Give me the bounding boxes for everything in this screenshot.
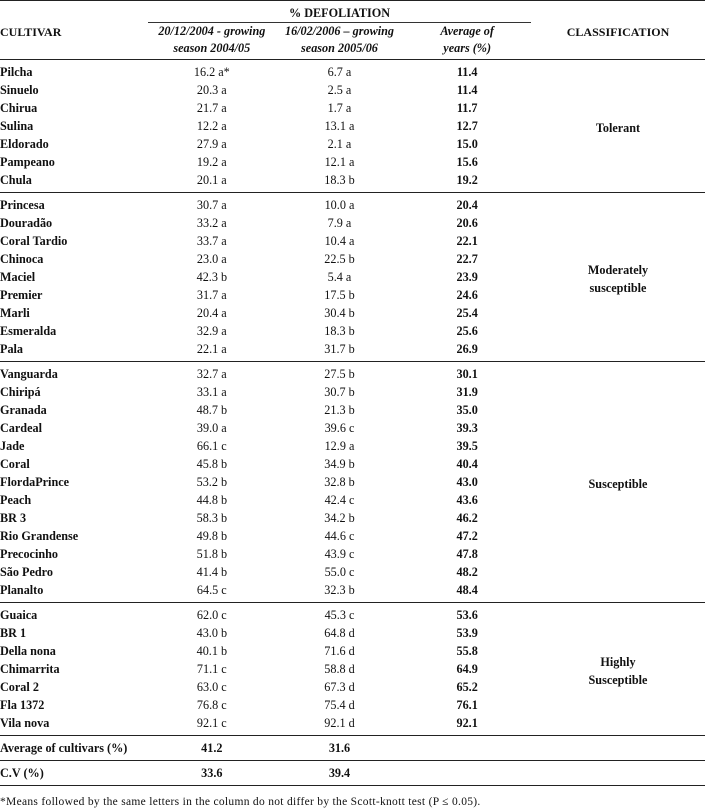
cultivar-name: Planalto bbox=[0, 583, 44, 597]
defoliation-2005-value: 1.7 a bbox=[327, 101, 352, 115]
defoliation-2005-value: 34.2 b bbox=[324, 511, 355, 525]
average-value: 39.3 bbox=[456, 421, 478, 435]
average-value: 47.2 bbox=[456, 529, 478, 543]
cultivar-name: Esmeralda bbox=[0, 324, 57, 338]
summary-label: Average of cultivars (%) bbox=[0, 741, 128, 755]
cultivar-name: Marli bbox=[0, 306, 30, 320]
defoliation-2005-value: 92.1 d bbox=[324, 716, 355, 730]
empty-cell bbox=[403, 736, 531, 761]
defoliation-2004-value: 71.1 c bbox=[196, 662, 227, 676]
defoliation-2004-value: 22.1 a bbox=[196, 342, 227, 356]
average-value: 43.6 bbox=[456, 493, 478, 507]
cultivar-name: Guaica bbox=[0, 608, 38, 622]
summary-value: 39.4 bbox=[328, 766, 351, 780]
cultivar-name: Pilcha bbox=[0, 65, 33, 79]
table-body bbox=[0, 60, 705, 786]
average-value: 30.1 bbox=[456, 367, 478, 381]
season-2005-header-line2: season 2005/06 bbox=[301, 41, 378, 55]
defoliation-2005-value: 42.4 c bbox=[324, 493, 355, 507]
defoliation-2005-value: 6.7 a bbox=[327, 65, 352, 79]
summary-row bbox=[0, 761, 705, 786]
classification-label: susceptible bbox=[589, 280, 647, 295]
defoliation-2005-value: 17.5 b bbox=[324, 288, 355, 302]
defoliation-2005-value: 34.9 b bbox=[324, 457, 355, 471]
empty-cell bbox=[403, 761, 531, 786]
defoliation-2005-value: 2.5 a bbox=[327, 83, 352, 97]
average-value: 15.0 bbox=[456, 137, 478, 151]
cultivar-name: Cardeal bbox=[0, 421, 42, 435]
cultivar-name: Della nona bbox=[0, 644, 56, 658]
defoliation-2004-value: 64.5 c bbox=[196, 583, 227, 597]
average-value: 23.9 bbox=[456, 270, 478, 284]
defoliation-2004-value: 30.7 a bbox=[196, 198, 227, 212]
average-value: 35.0 bbox=[456, 403, 478, 417]
defoliation-2004-value: 76.8 c bbox=[196, 698, 227, 712]
average-value: 48.2 bbox=[456, 565, 478, 579]
average-value: 20.4 bbox=[456, 198, 478, 212]
summary-value: 41.2 bbox=[201, 741, 223, 755]
defoliation-2004-value: 20.1 a bbox=[196, 173, 227, 187]
summary-label: C.V (%) bbox=[0, 766, 44, 780]
average-value: 46.2 bbox=[456, 511, 478, 525]
defoliation-2005-value: 18.3 b bbox=[324, 173, 355, 187]
defoliation-2004-value: 48.7 b bbox=[196, 403, 228, 417]
defoliation-2005-value: 31.7 b bbox=[324, 342, 355, 356]
cultivar-name: Coral bbox=[0, 457, 30, 471]
average-value: 15.6 bbox=[456, 155, 478, 169]
average-value: 20.6 bbox=[456, 216, 478, 230]
season-2004-header-line2: season 2004/05 bbox=[173, 41, 251, 55]
defoliation-2004-value: 32.7 a bbox=[196, 367, 227, 381]
average-value: 26.9 bbox=[456, 342, 478, 356]
average-value: 31.9 bbox=[456, 385, 478, 399]
season-2005-header-line1: 16/02/2006 – growing bbox=[284, 24, 394, 38]
defoliation-2004-value: 21.7 a bbox=[196, 101, 227, 115]
season-2004-header bbox=[148, 23, 276, 60]
defoliation-2005-value: 43.9 c bbox=[324, 547, 355, 561]
defoliation-2005-value: 64.8 d bbox=[324, 626, 355, 640]
average-value: 22.7 bbox=[456, 252, 478, 266]
cultivar-name: Vila nova bbox=[0, 716, 50, 730]
defoliation-2004-value: 40.1 b bbox=[196, 644, 228, 658]
defoliation-2004-value: 41.4 b bbox=[196, 565, 228, 579]
defoliation-2004-value: 33.2 a bbox=[196, 216, 227, 230]
cultivar-name: BR 1 bbox=[0, 626, 27, 640]
average-value: 76.1 bbox=[456, 698, 478, 712]
average-years-header bbox=[403, 23, 531, 60]
defoliation-2005-value: 39.6 c bbox=[324, 421, 355, 435]
defoliation-2004-value: 44.8 b bbox=[196, 493, 228, 507]
cultivar-name: Douradão bbox=[0, 216, 53, 230]
cultivar-name: Chula bbox=[0, 173, 32, 187]
defoliation-2004-value: 43.0 b bbox=[196, 626, 228, 640]
average-value: 92.1 bbox=[456, 716, 478, 730]
cultivar-name: Granada bbox=[0, 403, 47, 417]
cultivar-name: Sulina bbox=[0, 119, 34, 133]
footnote: *Means followed by the same letters in the column do not differ by the Scott-knott test (P ≤ 0.05). bbox=[0, 796, 481, 808]
table-row bbox=[0, 193, 705, 215]
cultivar-name: Sinuelo bbox=[0, 83, 39, 97]
cultivar-name: Chimarrita bbox=[0, 662, 60, 676]
defoliation-2005-value: 71.6 d bbox=[324, 644, 355, 658]
summary-value: 31.6 bbox=[328, 741, 351, 755]
average-value: 19.2 bbox=[456, 173, 478, 187]
defoliation-2005-value: 55.0 c bbox=[324, 565, 355, 579]
defoliation-2005-value: 18.3 b bbox=[324, 324, 355, 338]
classification-label: Susceptible bbox=[588, 672, 648, 687]
average-value: 65.2 bbox=[456, 680, 478, 694]
average-years-header-line2: years (%) bbox=[443, 41, 492, 55]
empty-cell bbox=[531, 761, 705, 786]
average-value: 47.8 bbox=[456, 547, 478, 561]
average-value: 48.4 bbox=[456, 583, 478, 597]
defoliation-2004-value: 62.0 c bbox=[196, 608, 227, 622]
cultivar-name: Fla 1372 bbox=[0, 698, 45, 712]
cultivar-name: Coral Tardio bbox=[0, 234, 68, 248]
cultivar-name: Chirua bbox=[0, 101, 38, 115]
defoliation-2005-value: 58.8 d bbox=[324, 662, 355, 676]
average-value: 25.6 bbox=[456, 324, 478, 338]
defoliation-2005-value: 21.3 b bbox=[324, 403, 355, 417]
defoliation-2005-value: 30.4 b bbox=[324, 306, 355, 320]
defoliation-2004-value: 42.3 b bbox=[196, 270, 228, 284]
defoliation-2004-value: 32.9 a bbox=[196, 324, 227, 338]
defoliation-2004-value: 27.9 a bbox=[196, 137, 227, 151]
defoliation-2004-value: 92.1 c bbox=[196, 716, 227, 730]
defoliation-2005-value: 30.7 b bbox=[324, 385, 355, 399]
defoliation-2005-value: 13.1 a bbox=[324, 119, 355, 133]
defoliation-2004-value: 23.0 a bbox=[196, 252, 227, 266]
defoliation-2004-value: 20.4 a bbox=[196, 306, 227, 320]
cultivar-name: Peach bbox=[0, 493, 32, 507]
cultivar-name: São Pedro bbox=[0, 565, 53, 579]
defoliation-2005-value: 12.9 a bbox=[324, 439, 355, 453]
classification-cell bbox=[531, 603, 705, 736]
season-2004-header-line1: 20/12/2004 - growing bbox=[158, 24, 266, 38]
defoliation-2005-value: 22.5 b bbox=[324, 252, 355, 266]
cultivar-name: Chiripá bbox=[0, 385, 41, 399]
average-value: 11.4 bbox=[456, 65, 478, 79]
defoliation-2004-value: 31.7 a bbox=[196, 288, 227, 302]
average-value: 64.9 bbox=[456, 662, 478, 676]
defoliation-2004-value: 20.3 a bbox=[196, 83, 227, 97]
defoliation-2004-value: 45.8 b bbox=[196, 457, 228, 471]
average-years-header-line1: Average of bbox=[440, 24, 494, 38]
empty-cell bbox=[531, 736, 705, 761]
defoliation-2005-value: 12.1 a bbox=[324, 155, 355, 169]
defoliation-2005-value: 32.8 b bbox=[324, 475, 355, 489]
average-value: 24.6 bbox=[456, 288, 478, 302]
average-value: 53.9 bbox=[456, 626, 478, 640]
cultivar-name: BR 3 bbox=[0, 511, 27, 525]
classification-cell bbox=[531, 193, 705, 362]
cultivar-name: Jade bbox=[0, 439, 25, 453]
defoliation-2004-value: 63.0 c bbox=[196, 680, 227, 694]
defoliation-2005-value: 2.1 a bbox=[327, 137, 352, 151]
season-2005-header bbox=[276, 23, 404, 60]
cultivar-name: Chinoca bbox=[0, 252, 44, 266]
cultivar-name: Princesa bbox=[0, 198, 45, 212]
average-value: 55.8 bbox=[456, 644, 478, 658]
cultivar-name: Eldorado bbox=[0, 137, 49, 151]
defoliation-2004-value: 53.2 b bbox=[196, 475, 228, 489]
cultivar-name: Maciel bbox=[0, 270, 36, 284]
cultivar-header: CULTIVAR bbox=[0, 24, 62, 39]
average-value: 25.4 bbox=[456, 306, 478, 320]
classification-label: Tolerant bbox=[595, 120, 641, 135]
defoliation-2004-value: 66.1 c bbox=[196, 439, 227, 453]
table-row bbox=[0, 60, 705, 82]
defoliation-2005-value: 27.5 b bbox=[324, 367, 355, 381]
defoliation-2004-value: 49.8 b bbox=[196, 529, 228, 543]
defoliation-2005-value: 45.3 c bbox=[324, 608, 355, 622]
cultivar-name: Rio Grandense bbox=[0, 529, 79, 543]
average-value: 53.6 bbox=[456, 608, 478, 622]
cultivar-name: Pampeano bbox=[0, 155, 55, 169]
cultivar-name: Pala bbox=[0, 342, 24, 356]
defoliation-2005-value: 44.6 c bbox=[324, 529, 355, 543]
defoliation-2005-value: 10.0 a bbox=[324, 198, 355, 212]
average-value: 40.4 bbox=[456, 457, 478, 471]
defoliation-2004-value: 16.2 a* bbox=[193, 65, 230, 79]
defoliation-2005-value: 32.3 b bbox=[324, 583, 355, 597]
cultivar-name: Vanguarda bbox=[0, 367, 58, 381]
classification-header: CLASSIFICATION bbox=[566, 24, 670, 39]
defoliation-2004-value: 58.3 b bbox=[196, 511, 228, 525]
average-value: 12.7 bbox=[456, 119, 478, 133]
table-row bbox=[0, 603, 705, 625]
defoliation-2005-value: 10.4 a bbox=[324, 234, 355, 248]
classification-cell bbox=[531, 60, 705, 193]
defoliation-2004-value: 19.2 a bbox=[196, 155, 227, 169]
average-value: 11.7 bbox=[456, 101, 478, 115]
defoliation-2004-value: 33.7 a bbox=[196, 234, 227, 248]
classification-cell bbox=[531, 362, 705, 603]
defoliation-header: % DEFOLIATION bbox=[148, 1, 531, 23]
average-value: 22.1 bbox=[456, 234, 478, 248]
average-value: 39.5 bbox=[456, 439, 478, 453]
defoliation-2005-value: 75.4 d bbox=[324, 698, 355, 712]
defoliation-2004-value: 33.1 a bbox=[196, 385, 227, 399]
classification-label: Moderately bbox=[587, 262, 649, 277]
defoliation-2004-value: 12.2 a bbox=[196, 119, 227, 133]
defoliation-2004-value: 39.0 a bbox=[196, 421, 227, 435]
defoliation-2005-value: 7.9 a bbox=[327, 216, 352, 230]
defoliation-2005-value: 67.3 d bbox=[324, 680, 355, 694]
defoliation-2004-value: 51.8 b bbox=[196, 547, 228, 561]
summary-row bbox=[0, 736, 705, 761]
average-value: 43.0 bbox=[456, 475, 478, 489]
cultivar-name: Precocinho bbox=[0, 547, 58, 561]
classification-label: Highly bbox=[600, 654, 636, 669]
table-row bbox=[0, 362, 705, 384]
cultivar-name: Coral 2 bbox=[0, 680, 39, 694]
summary-value: 33.6 bbox=[201, 766, 223, 780]
average-value: 11.4 bbox=[456, 83, 478, 97]
classification-label: Susceptible bbox=[588, 476, 648, 491]
cultivar-name: Premier bbox=[0, 288, 43, 302]
cultivar-name: FlordaPrince bbox=[0, 475, 70, 489]
defoliation-2005-value: 5.4 a bbox=[327, 270, 352, 284]
